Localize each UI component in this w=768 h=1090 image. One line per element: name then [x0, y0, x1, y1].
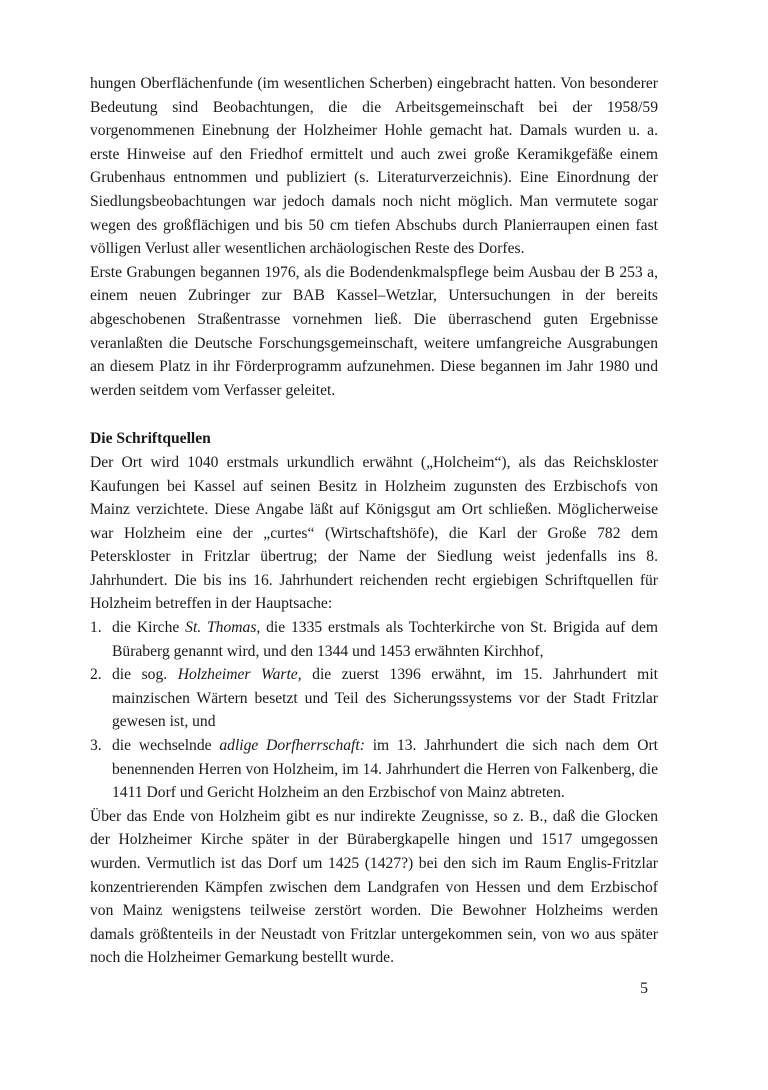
- list-item-pre: die wechselnde: [112, 737, 220, 755]
- list-item-number: 1.: [90, 619, 102, 637]
- list-item-number: 2.: [90, 666, 102, 684]
- list-item-post: die zuerst 1396 erwähnt, im 15. Jahrhundert mit mainzischen Wärtern besetzt und Teil des Sicherungssystems vor der Stadt Fritzlar gewesen ist, und: [112, 666, 658, 731]
- list-item-text: [112, 734, 658, 805]
- list-item-post: im 13. Jahrhundert die sich nach dem Ort benennenden Herren von Holzheim, im 14. Jahrhundert die Herren von Falkenberg, die 1411 Dorf und Gericht Holzheim an den Erzbischof von Mainz abtreten.: [112, 737, 659, 802]
- list-item-emphasis: adlige Dorfherrschaft:: [219, 737, 365, 755]
- paragraph-excavations: Erste Grabungen begannen 1976, als die Bodendenkmalspflege beim Ausbau der B 253 a, einem neuen Zubringer zur BAB Kassel–Wetzlar, Untersuchungen in der bereits abgeschobenen Straßentrasse vornehmen ließ. Die überraschend guten Ergebnisse veranlaßten die Deutsche Forschungsgemeinschaft, weitere umfangreiche Ausgrabungen an diesem Platz in ihr Förderprogramm aufzunehmen. Diese begannen im Jahr 1980 und werden seitdem vom Verfasser geleitet.: [90, 263, 658, 399]
- list-item-text: [112, 616, 658, 663]
- list-item: [90, 734, 658, 805]
- list-item-pre: die Kirche: [112, 619, 186, 637]
- list-item: [90, 663, 658, 734]
- page-body: [90, 72, 658, 970]
- page-number: 5: [640, 980, 648, 997]
- section-heading: Die Schriftquellen: [90, 430, 211, 448]
- list-item-post: die 1335 erstmals als Tochterkirche von St. Brigida auf dem Büraberg genannt wird, und den 1344 und 1453 erwähnten Kirchhof,: [112, 619, 659, 660]
- list-item-emphasis: St. Thomas,: [185, 619, 261, 637]
- list-item: [90, 616, 658, 663]
- list-item-emphasis: Holzheimer Warte,: [177, 666, 302, 684]
- list-item-pre: die sog.: [112, 666, 178, 684]
- list-item-number: 3.: [90, 737, 102, 755]
- sources-list: [90, 616, 658, 805]
- paragraph-end-of-holzheim: Über das Ende von Holzheim gibt es nur indirekte Zeugnisse, so z. B., daß die Glocken der Holzheimer Kirche später in der Bürabergkapelle hingen und 1517 umgegossen wurden. Vermutlich ist das Dorf um 1425 (1427?) bei den sich im Raum Englis-Fritzlar konzentrierenden Kämpfen zwischen dem Landgrafen von Hessen und dem Erzbischof von Mainz wenigstens teilweise zerstört worden. Die Bewohner Holzheims werden damals größtenteils in der Neustadt von Fritzlar untergekommen sein, von wo aus später noch die Holzheimer Gemarkung bestellt wurde.: [90, 807, 658, 967]
- paragraph-intro: hungen Oberflächenfunde (im wesentlichen Scherben) eingebracht hatten. Von besonderer Bedeutung sind Beobachtungen, die die Arbeitsgemeinschaft bei der 1958/59 vorgenommenen Einebnung der Holzheimer Hohle gemacht hat. Damals wurden u. a. erste Hinweise auf den Friedhof ermittelt und auch zwei große Keramikgefäße einem Grubenhaus entnommen und publiziert (s. Literaturverzeichnis). Eine Einordnung der Siedlungsbeobachtungen war jedoch damals noch nicht möglich. Man vermutete sogar wegen des großflächigen und bis 50 cm tiefen Abschubs durch Planierraupen einen fast völligen Verlust aller wesentlichen archäologischen Reste des Dorfes.: [90, 75, 658, 258]
- list-item-text: [112, 663, 658, 734]
- paragraph-sources: Der Ort wird 1040 erstmals urkundlich erwähnt („Holcheim“), als das Reichskloster Kaufungen bei Kassel auf seinen Besitz in Holzheim zugunsten des Erzbischofs von Mainz verzichtete. Diese Angabe läßt auf Königsgut am Ort schließen. Möglicherweise war Holzheim eine der „curtes“ (Wirtschaftshöfe), die Karl der Große 782 dem Peterskloster in Fritzlar übertrug; der Name der Siedlung weist jedenfalls ins 8. Jahrhundert. Die bis ins 16. Jahrhundert reichenden recht ergiebigen Schriftquellen für Holzheim betreffen in der Hauptsache:: [90, 453, 658, 613]
